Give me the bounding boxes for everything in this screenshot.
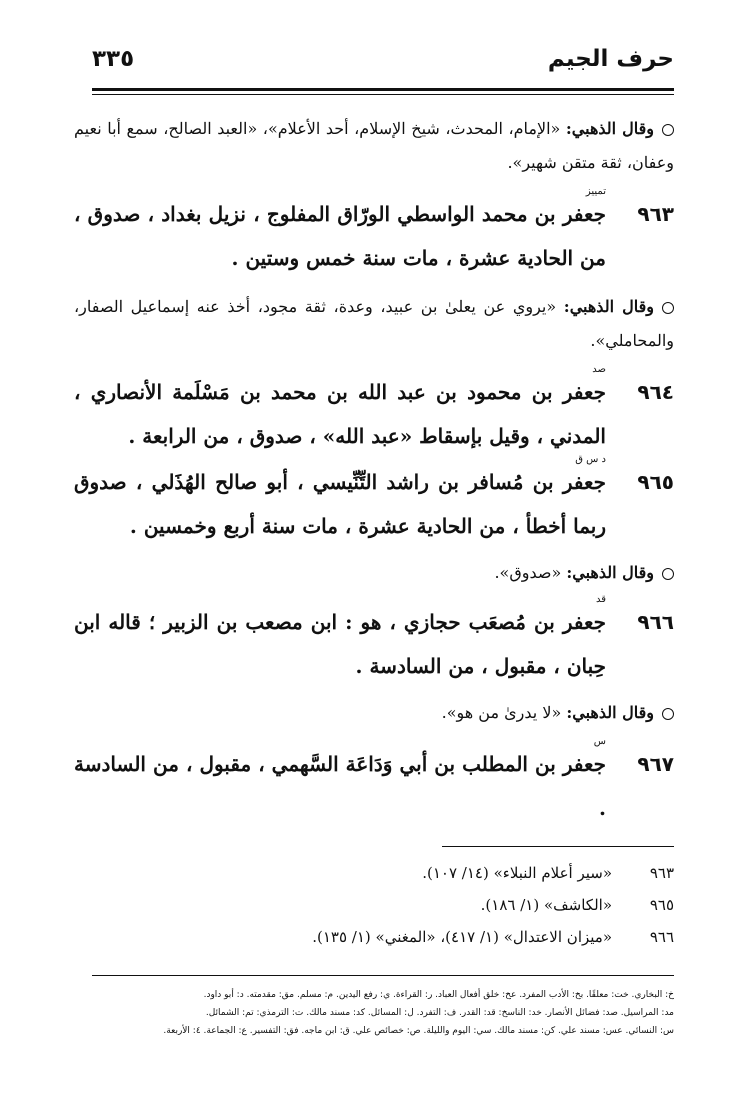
circle-bullet-icon xyxy=(662,568,674,580)
circle-bullet-icon xyxy=(662,708,674,720)
entry-text: بن المطلب بن أبي وَدَاعَة السَّهمي ، مقبول ، من السادسة . xyxy=(74,752,606,820)
entry-text: بن محمود بن عبد الله بن محمد بن مَسْلَمة الأنصاري ، المدني ، وقيل بإسقاط «عبد الله» ، صدوق ، من الرابعة . xyxy=(74,380,606,448)
footnote-number: ٩٦٣ xyxy=(649,864,674,882)
entry-sigla: قد xyxy=(595,594,606,605)
entry-text: بن محمد الواسطي الورّاق المفلوج ، نزيل بغداد ، صدوق ، من الحادية عشرة ، مات سنة خمس وستين . xyxy=(74,202,606,270)
entry-text: بن مُسافر بن راشد التِّنِّيسي ، أبو صالح الهُذَلي ، صدوق ربما أخطأ ، من الحادية عشرة ، مات سنة أربع وخمسين . xyxy=(74,470,606,538)
page-number: ٣٣٥ xyxy=(92,46,135,72)
dhahabi-note xyxy=(74,556,674,590)
running-header xyxy=(92,40,674,80)
entry-number: ٩٦٥ xyxy=(637,470,674,494)
entry-text: بن مُصعَب حجازي ، هو : ابن مصعب بن الزبير ؛ قاله ابن حِبان ، مقبول ، من السادسة . xyxy=(74,610,606,678)
entry-head: جعفر xyxy=(562,380,606,404)
footnote xyxy=(74,860,674,886)
abbreviations-line: س: النسائي. عس: مسند علي. كن: مسند مالك. سي: اليوم والليلة. ص: خصائص علي. ق: ابن ماجه. فق: التفسير. ع: الجماعة. ٤: الأربعة. xyxy=(163,1026,674,1036)
entry-number: ٩٦٤ xyxy=(637,380,674,404)
entry-head: جعفر xyxy=(562,470,606,494)
entry-sigla: تمييز xyxy=(585,186,606,197)
entry-head: جعفر xyxy=(562,752,606,776)
dhahabi-note xyxy=(74,696,674,730)
abbreviations-rule xyxy=(92,975,674,976)
entry-head: جعفر xyxy=(562,202,606,226)
note-text: «صدوق». xyxy=(494,563,562,582)
footnote-text: «الكاشف» (١/ ١٨٦). xyxy=(480,896,612,914)
narrator-entry-967 xyxy=(74,736,674,830)
narrator-entry-965 xyxy=(74,454,674,548)
circle-bullet-icon xyxy=(662,124,674,136)
footnote-number: ٩٦٥ xyxy=(649,896,674,914)
page-title: حرف الجيم xyxy=(547,46,674,72)
dhahabi-note xyxy=(74,112,674,180)
footnote-text: «سير أعلام النبلاء» (١٤/ ١٠٧). xyxy=(422,864,612,882)
footnote-rule xyxy=(442,846,674,847)
note-label: وقال الذهبي: xyxy=(566,563,654,582)
footnote xyxy=(74,892,674,918)
abbreviations-line: مد: المراسيل. صد: فضائل الأنصار. خد: الناسخ: قد: القدر. ف: التفرد. ل: المسائل. كد: مسند مالك. ت: الترمذي: تم: الشمائل. xyxy=(205,1008,674,1018)
entry-sigla: د س ق xyxy=(575,454,606,465)
abbreviations-key xyxy=(74,986,674,1040)
note-text: «الإمام، المحدث، شيخ الإسلام، أحد الأعلام»، «العبد الصالح، سمع أبا نعيم وعفان، ثقة متقن شهير». xyxy=(74,119,674,172)
circle-bullet-icon xyxy=(662,302,674,314)
dhahabi-note xyxy=(74,290,674,358)
entry-number: ٩٦٧ xyxy=(637,752,674,776)
narrator-entry-963 xyxy=(74,186,674,280)
note-label: وقال الذهبي: xyxy=(566,703,654,722)
narrator-entry-966 xyxy=(74,594,674,688)
header-rule xyxy=(92,88,674,91)
note-text: «لا يدرىٰ من هو». xyxy=(441,703,562,722)
entry-number: ٩٦٦ xyxy=(637,610,674,634)
entry-sigla: س xyxy=(593,736,606,747)
header-rule-thin xyxy=(92,94,674,95)
entry-head: جعفر xyxy=(562,610,606,634)
footnote xyxy=(74,924,674,950)
note-label: وقال الذهبي: xyxy=(563,297,655,316)
footnote-text: «ميزان الاعتدال» (١/ ٤١٧)، «المغني» (١/ ١٣٥). xyxy=(312,928,612,946)
footnote-number: ٩٦٦ xyxy=(649,928,674,946)
entry-sigla: صد xyxy=(592,364,606,375)
entry-number: ٩٦٣ xyxy=(637,202,674,226)
abbreviations-line: خ: البخاري. خت: معلقًا. بخ: الأدب المفرد. عخ: خلق أفعال العباد. ر: القراءة. ي: رفع اليدين. م: مسلم. مق: مقدمته. د: أبو داود. xyxy=(203,990,674,1000)
note-text: «يروي عن يعلىٰ بن عبيد، وعدة، ثقة مجود، أخذ عنه إسماعيل الصفار، والمحاملي». xyxy=(74,297,674,350)
note-label: وقال الذهبي: xyxy=(565,119,655,138)
